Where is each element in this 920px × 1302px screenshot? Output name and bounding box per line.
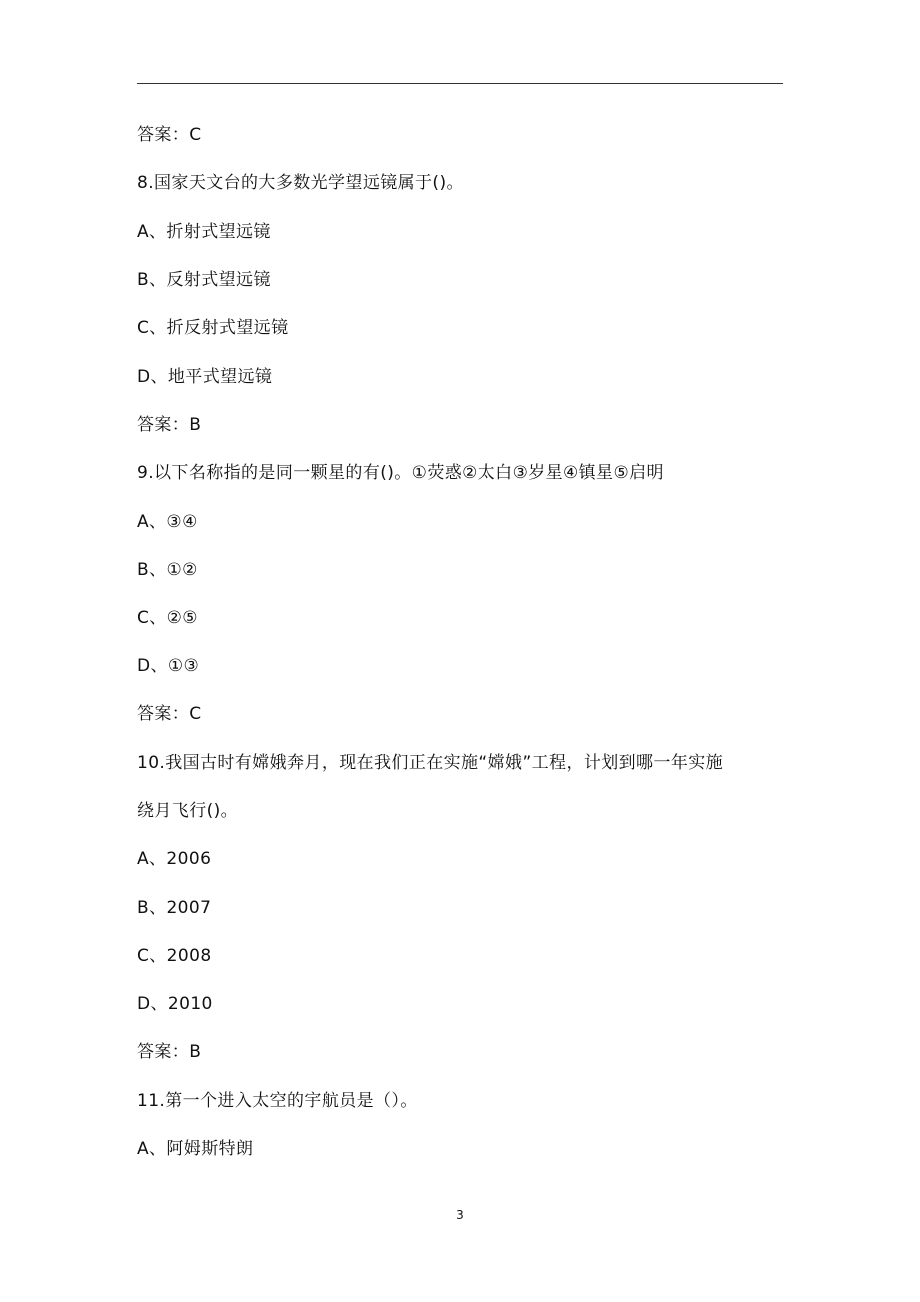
q9-option-b: B、①② xyxy=(137,560,198,580)
q10-option-c: C、2008 xyxy=(137,946,212,966)
q8-option-d: D、地平式望远镜 xyxy=(137,367,273,387)
q10-option-a: A、2006 xyxy=(137,849,212,869)
question-11: 11.第一个进入太空的宇航员是（）。 xyxy=(137,1091,418,1111)
page-number: 3 xyxy=(456,1208,464,1222)
answer-q9: 答案：C xyxy=(137,704,202,724)
q8-option-c: C、折反射式望远镜 xyxy=(137,318,289,338)
q9-option-c: C、②⑤ xyxy=(137,608,198,628)
q11-option-a: A、阿姆斯特朗 xyxy=(137,1139,254,1159)
q8-option-b: B、反射式望远镜 xyxy=(137,270,271,290)
answer-q7: 答案：C xyxy=(137,125,202,145)
q9-option-a: A、③④ xyxy=(137,512,198,532)
header-rule xyxy=(137,83,783,84)
question-10-line-2: 绕月飞行()。 xyxy=(137,801,239,821)
q10-option-d: D、2010 xyxy=(137,994,213,1014)
question-9: 9.以下名称指的是同一颗星的有()。①荧惑②太白③岁星④镇星⑤启明 xyxy=(137,463,664,483)
answer-q10: 答案：B xyxy=(137,1042,202,1062)
question-10-line-1: 10.我国古时有嫦娥奔月，现在我们正在实施“嫦娥”工程，计划到哪一年实施 xyxy=(137,753,724,773)
q8-option-a: A、折射式望远镜 xyxy=(137,222,271,242)
answer-q8: 答案：B xyxy=(137,415,202,435)
question-8: 8.国家天文台的大多数光学望远镜属于()。 xyxy=(137,173,464,193)
q10-option-b: B、2007 xyxy=(137,898,212,918)
q9-option-d: D、①③ xyxy=(137,656,200,676)
